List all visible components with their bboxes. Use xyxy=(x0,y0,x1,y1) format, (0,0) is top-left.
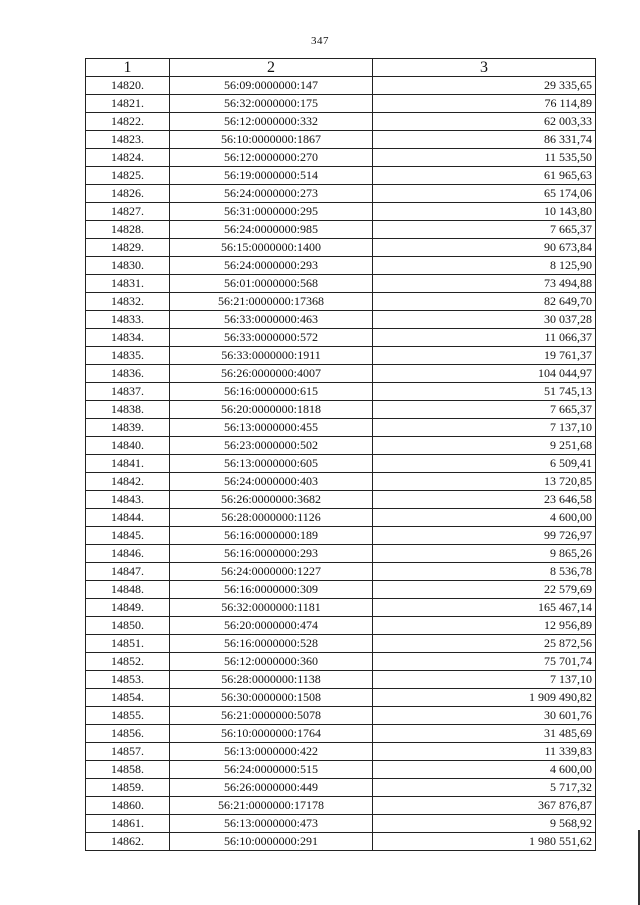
cadastral-number-cell: 56:33:0000000:572 xyxy=(170,329,373,347)
value-cell: 165 467,14 xyxy=(373,599,596,617)
row-number-cell: 14837. xyxy=(86,383,170,401)
value-cell: 11 535,50 xyxy=(373,149,596,167)
table-row xyxy=(86,455,596,473)
row-number-cell: 14821. xyxy=(86,95,170,113)
row-number-cell: 14855. xyxy=(86,707,170,725)
row-number-cell: 14844. xyxy=(86,509,170,527)
row-number-cell: 14827. xyxy=(86,203,170,221)
table-row xyxy=(86,203,596,221)
row-number-cell: 14848. xyxy=(86,581,170,599)
value-cell: 51 745,13 xyxy=(373,383,596,401)
table-row xyxy=(86,257,596,275)
value-cell: 29 335,65 xyxy=(373,77,596,95)
row-number-cell: 14828. xyxy=(86,221,170,239)
cadastral-number-cell: 56:20:0000000:1818 xyxy=(170,401,373,419)
cadastral-number-cell: 56:12:0000000:270 xyxy=(170,149,373,167)
table-row xyxy=(86,437,596,455)
table-row xyxy=(86,473,596,491)
cadastral-number-cell: 56:26:0000000:449 xyxy=(170,779,373,797)
value-cell: 1 980 551,62 xyxy=(373,833,596,851)
table-row xyxy=(86,491,596,509)
row-number-cell: 14853. xyxy=(86,671,170,689)
row-number-cell: 14851. xyxy=(86,635,170,653)
cadastral-number-cell: 56:09:0000000:147 xyxy=(170,77,373,95)
cadastral-number-cell: 56:32:0000000:175 xyxy=(170,95,373,113)
value-cell: 82 649,70 xyxy=(373,293,596,311)
row-number-cell: 14830. xyxy=(86,257,170,275)
value-cell: 31 485,69 xyxy=(373,725,596,743)
value-cell: 104 044,97 xyxy=(373,365,596,383)
row-number-cell: 14842. xyxy=(86,473,170,491)
cadastral-number-cell: 56:13:0000000:605 xyxy=(170,455,373,473)
cadastral-number-cell: 56:31:0000000:295 xyxy=(170,203,373,221)
cadastral-number-cell: 56:16:0000000:309 xyxy=(170,581,373,599)
table-row xyxy=(86,545,596,563)
row-number-cell: 14850. xyxy=(86,617,170,635)
row-number-cell: 14854. xyxy=(86,689,170,707)
row-number-cell: 14846. xyxy=(86,545,170,563)
row-number-cell: 14836. xyxy=(86,365,170,383)
value-cell: 22 579,69 xyxy=(373,581,596,599)
row-number-cell: 14849. xyxy=(86,599,170,617)
value-cell: 4 600,00 xyxy=(373,509,596,527)
value-cell: 4 600,00 xyxy=(373,761,596,779)
table-row xyxy=(86,563,596,581)
table-row xyxy=(86,239,596,257)
table-row xyxy=(86,671,596,689)
row-number-cell: 14840. xyxy=(86,437,170,455)
table-row xyxy=(86,797,596,815)
table-row xyxy=(86,761,596,779)
value-cell: 7 665,37 xyxy=(373,401,596,419)
row-number-cell: 14843. xyxy=(86,491,170,509)
row-number-cell: 14826. xyxy=(86,185,170,203)
cadastral-number-cell: 56:16:0000000:293 xyxy=(170,545,373,563)
row-number-cell: 14831. xyxy=(86,275,170,293)
value-cell: 19 761,37 xyxy=(373,347,596,365)
cadastral-number-cell: 56:33:0000000:1911 xyxy=(170,347,373,365)
cadastral-number-cell: 56:13:0000000:422 xyxy=(170,743,373,761)
cadastral-number-cell: 56:10:0000000:1764 xyxy=(170,725,373,743)
cadastral-number-cell: 56:26:0000000:3682 xyxy=(170,491,373,509)
row-number-cell: 14861. xyxy=(86,815,170,833)
cadastral-number-cell: 56:33:0000000:463 xyxy=(170,311,373,329)
table-row xyxy=(86,779,596,797)
value-cell: 7 665,37 xyxy=(373,221,596,239)
table-row xyxy=(86,617,596,635)
value-cell: 11 066,37 xyxy=(373,329,596,347)
cadastral-number-cell: 56:16:0000000:528 xyxy=(170,635,373,653)
value-cell: 73 494,88 xyxy=(373,275,596,293)
table-row xyxy=(86,365,596,383)
cadastral-number-cell: 56:20:0000000:474 xyxy=(170,617,373,635)
value-cell: 25 872,56 xyxy=(373,635,596,653)
cadastral-number-cell: 56:19:0000000:514 xyxy=(170,167,373,185)
cadastral-number-cell: 56:21:0000000:17368 xyxy=(170,293,373,311)
cadastral-number-cell: 56:23:0000000:502 xyxy=(170,437,373,455)
table-row xyxy=(86,725,596,743)
value-cell: 6 509,41 xyxy=(373,455,596,473)
row-number-cell: 14858. xyxy=(86,761,170,779)
value-cell: 7 137,10 xyxy=(373,671,596,689)
cadastral-number-cell: 56:13:0000000:455 xyxy=(170,419,373,437)
table-row xyxy=(86,833,596,851)
table-row xyxy=(86,401,596,419)
row-number-cell: 14862. xyxy=(86,833,170,851)
value-cell: 99 726,97 xyxy=(373,527,596,545)
cadastral-number-cell: 56:10:0000000:291 xyxy=(170,833,373,851)
table-row xyxy=(86,347,596,365)
cadastral-number-cell: 56:32:0000000:1181 xyxy=(170,599,373,617)
row-number-cell: 14825. xyxy=(86,167,170,185)
value-cell: 76 114,89 xyxy=(373,95,596,113)
table-row xyxy=(86,293,596,311)
value-cell: 65 174,06 xyxy=(373,185,596,203)
cadastral-number-cell: 56:24:0000000:985 xyxy=(170,221,373,239)
value-cell: 7 137,10 xyxy=(373,419,596,437)
value-cell: 62 003,33 xyxy=(373,113,596,131)
row-number-cell: 14829. xyxy=(86,239,170,257)
row-number-cell: 14856. xyxy=(86,725,170,743)
cadastral-number-cell: 56:28:0000000:1138 xyxy=(170,671,373,689)
row-number-cell: 14834. xyxy=(86,329,170,347)
table-row xyxy=(86,131,596,149)
cadastral-number-cell: 56:16:0000000:615 xyxy=(170,383,373,401)
table-row xyxy=(86,221,596,239)
cadastral-number-cell: 56:13:0000000:473 xyxy=(170,815,373,833)
table-row xyxy=(86,419,596,437)
table-row xyxy=(86,527,596,545)
row-number-cell: 14852. xyxy=(86,653,170,671)
cadastral-number-cell: 56:01:0000000:568 xyxy=(170,275,373,293)
value-cell: 23 646,58 xyxy=(373,491,596,509)
cadastral-number-cell: 56:15:0000000:1400 xyxy=(170,239,373,257)
row-number-cell: 14832. xyxy=(86,293,170,311)
table-row xyxy=(86,653,596,671)
cadastral-number-cell: 56:26:0000000:4007 xyxy=(170,365,373,383)
cadastral-number-cell: 56:30:0000000:1508 xyxy=(170,689,373,707)
table-row xyxy=(86,149,596,167)
value-cell: 86 331,74 xyxy=(373,131,596,149)
page-number: 347 xyxy=(311,35,329,47)
value-cell: 367 876,87 xyxy=(373,797,596,815)
table-row xyxy=(86,185,596,203)
value-cell: 8 536,78 xyxy=(373,563,596,581)
cadastral-number-cell: 56:21:0000000:5078 xyxy=(170,707,373,725)
value-cell: 11 339,83 xyxy=(373,743,596,761)
cadastral-number-cell: 56:24:0000000:403 xyxy=(170,473,373,491)
table-row xyxy=(86,275,596,293)
row-number-cell: 14835. xyxy=(86,347,170,365)
row-number-cell: 14824. xyxy=(86,149,170,167)
cadastral-number-cell: 56:24:0000000:293 xyxy=(170,257,373,275)
value-cell: 75 701,74 xyxy=(373,653,596,671)
row-number-cell: 14833. xyxy=(86,311,170,329)
cadastral-number-cell: 56:10:0000000:1867 xyxy=(170,131,373,149)
table-body xyxy=(86,77,596,851)
value-cell: 90 673,84 xyxy=(373,239,596,257)
row-number-cell: 14841. xyxy=(86,455,170,473)
value-cell: 30 037,28 xyxy=(373,311,596,329)
value-cell: 9 865,26 xyxy=(373,545,596,563)
row-number-cell: 14847. xyxy=(86,563,170,581)
row-number-cell: 14823. xyxy=(86,131,170,149)
cadastral-number-cell: 56:12:0000000:360 xyxy=(170,653,373,671)
registry-table xyxy=(85,58,596,851)
table-row xyxy=(86,509,596,527)
value-cell: 12 956,89 xyxy=(373,617,596,635)
table-row xyxy=(86,707,596,725)
value-cell: 8 125,90 xyxy=(373,257,596,275)
table-row xyxy=(86,95,596,113)
row-number-cell: 14860. xyxy=(86,797,170,815)
value-cell: 5 717,32 xyxy=(373,779,596,797)
table-row xyxy=(86,581,596,599)
cadastral-number-cell: 56:24:0000000:273 xyxy=(170,185,373,203)
value-cell: 9 251,68 xyxy=(373,437,596,455)
value-cell: 10 143,80 xyxy=(373,203,596,221)
value-cell: 9 568,92 xyxy=(373,815,596,833)
value-cell: 61 965,63 xyxy=(373,167,596,185)
row-number-cell: 14839. xyxy=(86,419,170,437)
column-header-cadastral-number: 2 xyxy=(170,59,373,77)
row-number-cell: 14822. xyxy=(86,113,170,131)
table-row xyxy=(86,635,596,653)
value-cell: 30 601,76 xyxy=(373,707,596,725)
table-row xyxy=(86,167,596,185)
cadastral-number-cell: 56:24:0000000:515 xyxy=(170,761,373,779)
table-row xyxy=(86,689,596,707)
column-header-number: 1 xyxy=(86,59,170,77)
column-header-value: 3 xyxy=(373,59,596,77)
cadastral-number-cell: 56:12:0000000:332 xyxy=(170,113,373,131)
cadastral-number-cell: 56:16:0000000:189 xyxy=(170,527,373,545)
row-number-cell: 14859. xyxy=(86,779,170,797)
table-row xyxy=(86,599,596,617)
row-number-cell: 14845. xyxy=(86,527,170,545)
cadastral-number-cell: 56:21:0000000:17178 xyxy=(170,797,373,815)
value-cell: 1 909 490,82 xyxy=(373,689,596,707)
cadastral-number-cell: 56:24:0000000:1227 xyxy=(170,563,373,581)
table-row xyxy=(86,311,596,329)
row-number-cell: 14820. xyxy=(86,77,170,95)
table-row xyxy=(86,815,596,833)
table-row xyxy=(86,113,596,131)
table-row xyxy=(86,743,596,761)
table-row xyxy=(86,77,596,95)
table-row xyxy=(86,329,596,347)
cadastral-number-cell: 56:28:0000000:1126 xyxy=(170,509,373,527)
row-number-cell: 14857. xyxy=(86,743,170,761)
row-number-cell: 14838. xyxy=(86,401,170,419)
value-cell: 13 720,85 xyxy=(373,473,596,491)
table-header-row xyxy=(86,59,596,77)
table-row xyxy=(86,383,596,401)
